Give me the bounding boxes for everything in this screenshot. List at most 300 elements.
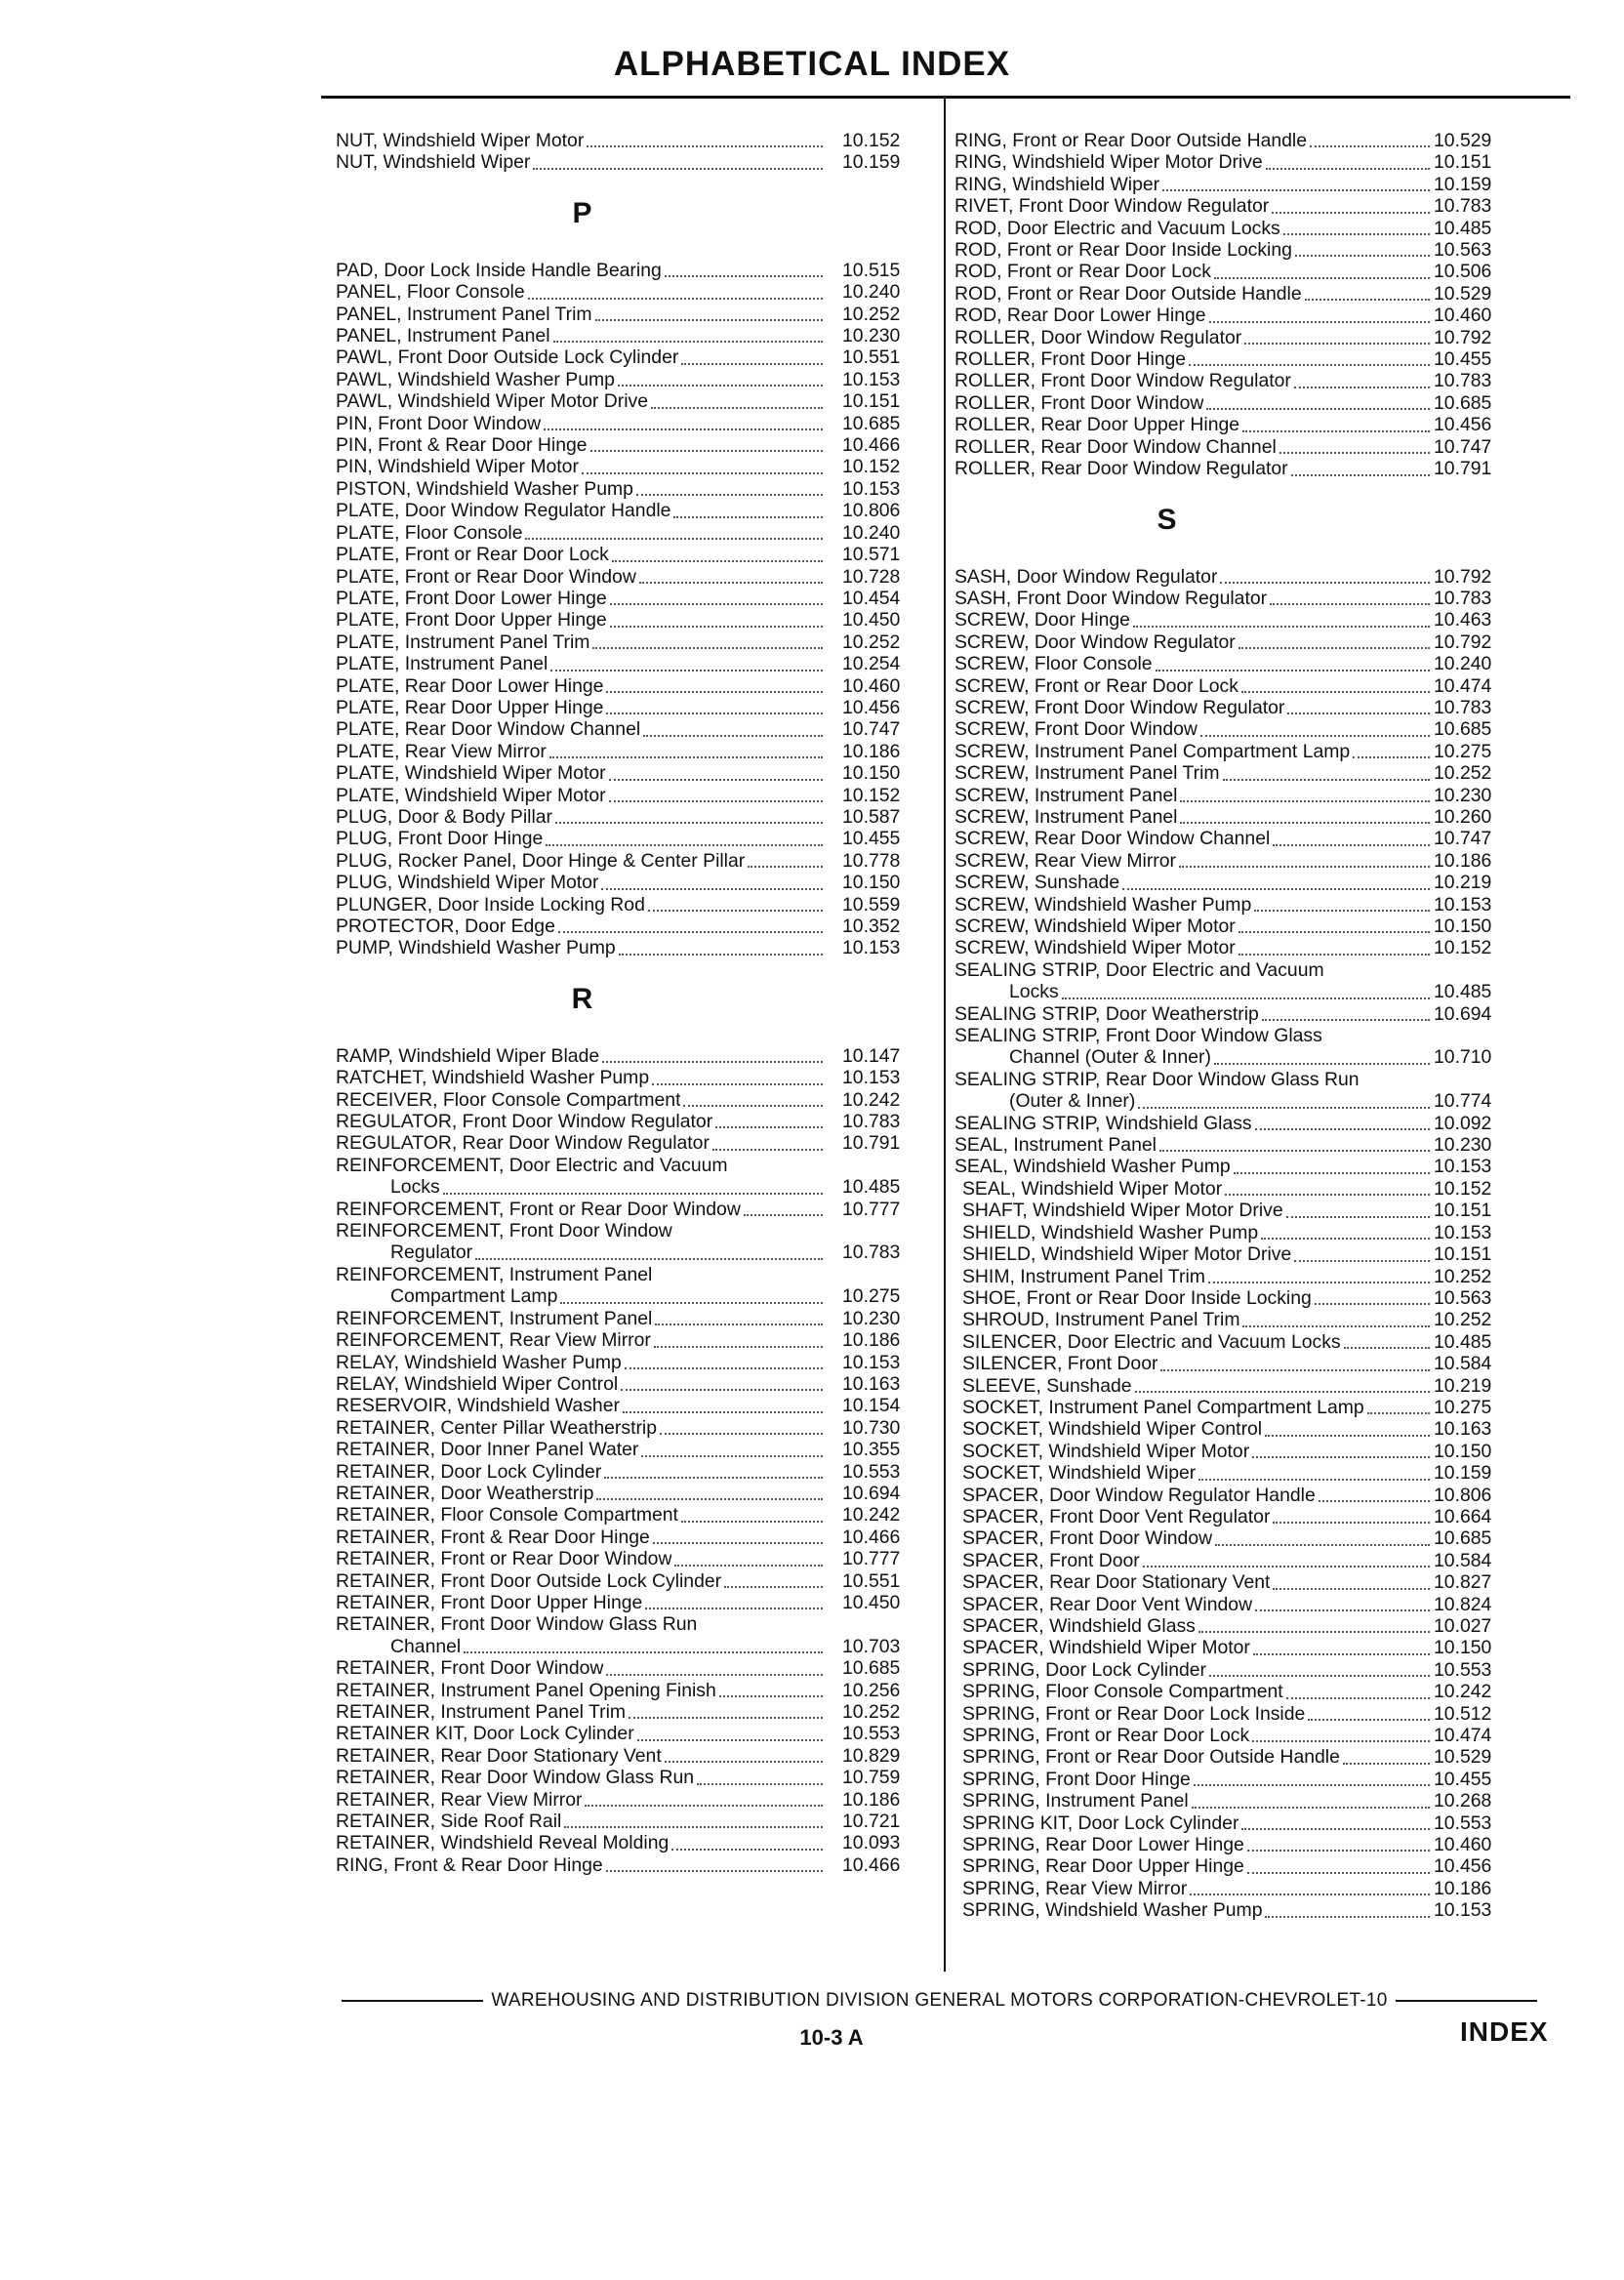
index-entry: [954, 1113, 1506, 1134]
leader-dots: [1206, 396, 1430, 410]
leader-dots: [1135, 1379, 1430, 1393]
entry-label: PLATE, Front or Rear Door Window: [336, 565, 636, 588]
leader-dots: [1214, 265, 1430, 279]
entry-label: RING, Front & Rear Door Hinge: [336, 1853, 603, 1876]
entry-label-continued: Locks: [390, 1176, 440, 1199]
entry-page-ref: 10.783: [842, 1242, 901, 1264]
entry-label: RETAINER, Front Door Outside Lock Cylinder: [336, 1569, 722, 1592]
leader-dots: [555, 810, 823, 824]
entry-label: RETAINER, Floor Console Compartment: [336, 1504, 678, 1527]
leader-dots: [651, 395, 823, 409]
leader-dots: [1286, 1686, 1430, 1699]
entry-label: PLATE, Instrument Panel: [336, 653, 548, 675]
leader-dots: [621, 1377, 823, 1391]
entry-label: ROLLER, Rear Door Window Regulator: [954, 458, 1288, 480]
index-entry: [336, 413, 926, 434]
entry-page-ref: 10.710: [1434, 1046, 1492, 1069]
entry-page-ref: 10.230: [842, 1307, 901, 1329]
leader-dots: [464, 1640, 823, 1653]
leader-dots: [637, 1728, 823, 1741]
leader-dots: [604, 1465, 823, 1479]
entry-label: RETAINER, Door Lock Cylinder: [336, 1460, 602, 1483]
index-entry: [336, 1789, 926, 1811]
index-entry: [336, 1132, 926, 1154]
entry-page-ref: 10.466: [842, 1526, 901, 1548]
index-entry: [954, 195, 1506, 217]
leader-dots: [582, 461, 823, 474]
entry-page-ref: 10.186: [842, 1329, 901, 1352]
index-entry: [954, 762, 1506, 784]
entry-label: SCREW, Door Window Regulator: [954, 631, 1236, 653]
section-mark: INDEX: [1460, 2016, 1549, 2047]
leader-dots: [654, 1334, 823, 1348]
entry-page-ref: 10.252: [842, 303, 901, 325]
entry-label-continued: Compartment Lamp: [390, 1285, 558, 1308]
index-entry: [336, 1592, 926, 1613]
entry-label: RATCHET, Windshield Washer Pump: [336, 1067, 650, 1089]
index-entry: [954, 609, 1506, 631]
entry-page-ref: 10.584: [1434, 1353, 1492, 1375]
leader-dots: [719, 1684, 823, 1697]
index-entry: [336, 1811, 926, 1832]
entry-page-ref: 10.151: [1434, 1200, 1492, 1222]
entry-label: RETAINER, Side Roof Rail: [336, 1811, 562, 1833]
entry-page-ref: 10.186: [842, 740, 901, 762]
entry-page-ref: 10.027: [1434, 1615, 1492, 1637]
index-entry: [336, 916, 926, 937]
entry-label: SPRING KIT, Door Lock Cylinder: [962, 1812, 1239, 1834]
leader-dots: [744, 1202, 823, 1216]
entry-page-ref: 10.783: [1434, 195, 1492, 218]
index-entry: [336, 434, 926, 456]
leader-dots: [1273, 833, 1430, 846]
entry-label: PANEL, Instrument Panel: [336, 325, 550, 347]
entry-page-ref: 10.721: [842, 1811, 901, 1833]
entry-label: SPACER, Rear Door Vent Window: [962, 1593, 1253, 1615]
leader-dots: [1189, 352, 1430, 366]
index-entry: [336, 1767, 926, 1788]
index-entry: [336, 478, 926, 500]
index-entry: [954, 1855, 1506, 1877]
entry-label: SEALING STRIP, Door Electric and Vacuum: [954, 958, 1324, 981]
leader-dots: [1367, 1401, 1430, 1414]
entry-label: PIN, Front & Rear Door Hinge: [336, 434, 588, 457]
index-entry: [336, 522, 926, 544]
index-entry: [336, 1570, 926, 1592]
index-entry: [336, 1504, 926, 1526]
entry-page-ref: 10.694: [1434, 1002, 1492, 1025]
leader-dots: [1255, 1598, 1430, 1611]
section-letter: P: [572, 196, 592, 229]
entry-page-ref: 10.151: [1434, 1243, 1492, 1266]
entry-page-ref: 10.186: [842, 1788, 901, 1811]
entry-page-ref: 10.685: [842, 412, 901, 434]
entry-page-ref: 10.151: [842, 390, 901, 413]
entry-label: SPRING, Floor Console Compartment: [962, 1681, 1283, 1703]
entry-label: SPACER, Door Window Regulator Handle: [962, 1484, 1316, 1506]
index-entry: [336, 1067, 926, 1088]
index-entry: [954, 828, 1506, 849]
entry-label: SPRING, Instrument Panel: [962, 1790, 1189, 1812]
entry-label: SCREW, Rear Door Window Channel: [954, 828, 1271, 850]
leader-dots: [595, 307, 823, 321]
entry-label: ROLLER, Front Door Window Regulator: [954, 370, 1291, 392]
entry-page-ref: 10.152: [842, 130, 901, 151]
leader-dots: [1162, 178, 1430, 191]
index-entry: [954, 1003, 1506, 1025]
entry-page-ref: 10.153: [842, 1351, 901, 1373]
entry-label: PAWL, Windshield Washer Pump: [336, 368, 615, 390]
entry-label: ROLLER, Rear Door Window Channel: [954, 435, 1277, 458]
index-entry: [954, 1178, 1506, 1200]
leader-dots: [558, 919, 823, 933]
leader-dots: [1305, 287, 1430, 301]
index-entry: [954, 718, 1506, 740]
entry-page-ref: 10.485: [1434, 217, 1492, 239]
leader-dots: [1265, 1904, 1430, 1918]
entry-page-ref: 10.747: [1434, 828, 1492, 850]
entry-page-ref: 10.230: [842, 325, 901, 347]
leader-dots: [674, 1553, 823, 1567]
entry-label: PLATE, Front Door Lower Hinge: [336, 587, 607, 609]
entry-page-ref: 10.152: [1434, 1177, 1492, 1200]
index-entry: [336, 151, 926, 173]
index-entry: [954, 174, 1506, 195]
entry-label: SPACER, Windshield Wiper Motor: [962, 1637, 1250, 1659]
entry-page-ref: 10.584: [1434, 1549, 1492, 1571]
entry-label: SPRING, Rear Door Upper Hinge: [962, 1855, 1244, 1878]
index-entry: [954, 414, 1506, 435]
entry-page-ref: 10.730: [842, 1416, 901, 1439]
entry-label: REINFORCEMENT, Front Door Window: [336, 1220, 672, 1242]
entry-label: SPRING, Front or Rear Door Lock: [962, 1725, 1250, 1747]
entry-label: RECEIVER, Floor Console Compartment: [336, 1088, 681, 1111]
entry-page-ref: 10.685: [842, 1657, 901, 1680]
index-entry: [954, 1418, 1506, 1440]
leader-dots: [550, 658, 823, 672]
index-entry: [954, 1462, 1506, 1484]
index-entry: [336, 718, 926, 740]
index-entry: [954, 1899, 1506, 1921]
leader-dots: [1262, 1007, 1430, 1021]
entry-label: REINFORCEMENT, Instrument Panel: [336, 1263, 653, 1285]
column-divider: [944, 98, 946, 1972]
entry-label: NUT, Windshield Wiper: [336, 151, 531, 174]
entry-label: RETAINER, Front Door Window Glass Run: [336, 1613, 698, 1636]
leader-dots: [1294, 375, 1430, 388]
index-entry: [954, 1725, 1506, 1746]
entry-page-ref: 10.783: [1434, 696, 1492, 718]
entry-label: RETAINER, Door Weatherstrip: [336, 1482, 594, 1504]
entry-page-ref: 10.275: [1434, 1396, 1492, 1418]
entry-label: SCREW, Door Hinge: [954, 609, 1130, 631]
entry-label: RETAINER, Door Inner Panel Water: [336, 1439, 639, 1461]
leader-dots: [1200, 723, 1430, 737]
entry-page-ref: 10.163: [1434, 1418, 1492, 1441]
entry-page-ref: 10.159: [1434, 173, 1492, 195]
entry-page-ref: 10.450: [842, 1591, 901, 1613]
leader-dots: [596, 1486, 823, 1500]
entry-page-ref: 10.806: [842, 500, 901, 522]
leader-dots: [528, 286, 823, 300]
leader-dots: [1214, 1051, 1430, 1065]
leader-dots: [655, 1312, 823, 1325]
index-entry: [336, 1613, 926, 1657]
index-entry: [954, 1375, 1506, 1397]
entry-label: PANEL, Instrument Panel Trim: [336, 303, 592, 325]
leader-dots: [1241, 679, 1430, 693]
index-entry: [954, 436, 1506, 458]
entry-label: PLATE, Front Door Upper Hinge: [336, 609, 607, 631]
section-letter: R: [571, 982, 593, 1015]
index-entry: [954, 1594, 1506, 1615]
footer-dash-left: [342, 2000, 483, 2002]
entry-label: PLUNGER, Door Inside Locking Rod: [336, 893, 645, 916]
leader-dots: [712, 1137, 823, 1151]
index-entry: [336, 1220, 926, 1264]
leader-dots: [697, 1771, 823, 1785]
index-entry: [954, 872, 1506, 893]
entry-page-ref: 10.153: [842, 477, 901, 500]
entry-label: RETAINER, Front Door Window: [336, 1657, 604, 1680]
entry-label: SPRING, Front or Rear Door Outside Handle: [962, 1746, 1340, 1769]
leader-dots: [643, 723, 823, 737]
leader-dots: [533, 156, 823, 170]
leader-dots: [1160, 1358, 1430, 1371]
leader-dots: [443, 1181, 823, 1195]
leader-dots: [602, 1049, 823, 1063]
entry-label: RETAINER, Center Pillar Weatherstrip: [336, 1416, 658, 1439]
entry-page-ref: 10.455: [842, 828, 901, 850]
index-entry: [336, 588, 926, 609]
entry-page-ref: 10.553: [1434, 1658, 1492, 1681]
index-entry: [336, 785, 926, 806]
entry-label: SCREW, Instrument Panel Compartment Lamp: [954, 740, 1351, 762]
entry-label: SHIM, Instrument Panel Trim: [962, 1265, 1205, 1287]
leader-dots: [1209, 309, 1430, 323]
leader-dots: [1238, 919, 1430, 933]
entry-page-ref: 10.463: [1434, 609, 1492, 631]
entry-page-ref: 10.252: [842, 1701, 901, 1723]
entry-page-ref: 10.466: [842, 434, 901, 457]
index-entry: [954, 1746, 1506, 1768]
index-entry: [954, 697, 1506, 718]
index-entry: [336, 1854, 926, 1876]
entry-page-ref: 10.759: [842, 1767, 901, 1789]
section-letter: S: [1157, 503, 1177, 536]
leader-dots: [1062, 986, 1430, 999]
entry-page-ref: 10.791: [842, 1132, 901, 1155]
entry-label: SPACER, Front Door: [962, 1549, 1140, 1571]
leader-dots: [553, 329, 823, 343]
entry-label: PLUG, Rocker Panel, Door Hinge & Center Pillar: [336, 849, 746, 872]
footer-dash-right: [1396, 2000, 1537, 2002]
index-entry: [954, 130, 1506, 151]
index-entry: [336, 346, 926, 368]
entry-label: PISTON, Windshield Washer Pump: [336, 477, 633, 500]
leader-dots: [1283, 222, 1430, 235]
entry-label: RETAINER, Front or Rear Door Window: [336, 1548, 672, 1570]
entry-page-ref: 10.460: [842, 674, 901, 697]
leader-dots: [1247, 1860, 1430, 1874]
entry-page-ref: 10.456: [842, 696, 901, 718]
entry-label: ROD, Rear Door Lower Hinge: [954, 305, 1206, 327]
index-entry: [954, 1069, 1506, 1113]
entry-label: RING, Windshield Wiper Motor Drive: [954, 151, 1263, 174]
leader-dots: [1279, 440, 1430, 454]
entry-label: ROD, Door Electric and Vacuum Locks: [954, 217, 1280, 239]
entry-page-ref: 10.783: [842, 1111, 901, 1133]
entry-label: RELAY, Windshield Wiper Control: [336, 1372, 619, 1395]
entry-page-ref: 10.456: [1434, 1855, 1492, 1878]
entry-label: SCREW, Sunshade: [954, 872, 1120, 894]
index-entry: [954, 1309, 1506, 1330]
entry-label: RELAY, Windshield Washer Pump: [336, 1351, 622, 1373]
leader-dots: [606, 701, 823, 714]
entry-page-ref: 10.092: [1434, 1112, 1492, 1134]
entry-page-ref: 10.153: [842, 937, 901, 959]
entry-page-ref: 10.150: [842, 872, 901, 894]
entry-label: REINFORCEMENT, Instrument Panel: [336, 1307, 653, 1329]
entry-page-ref: 10.252: [1434, 1265, 1492, 1287]
leader-dots: [645, 1596, 823, 1609]
entry-page-ref: 10.186: [1434, 1877, 1492, 1899]
index-entry: [336, 1373, 926, 1395]
leader-dots: [1266, 156, 1430, 170]
entry-label: SEALING STRIP, Door Weatherstrip: [954, 1002, 1259, 1025]
entry-page-ref: 10.159: [842, 151, 901, 174]
index-entry: [954, 239, 1506, 261]
leader-dots: [1291, 463, 1430, 476]
entry-page-ref: 10.829: [842, 1744, 901, 1767]
entry-page-ref: 10.230: [1434, 784, 1492, 806]
entry-label: SPRING, Rear View Mirror: [962, 1877, 1188, 1899]
entry-page-ref: 10.242: [842, 1504, 901, 1527]
leader-dots: [681, 351, 823, 365]
entry-page-ref: 10.485: [1434, 981, 1492, 1003]
entry-page-ref: 10.559: [842, 893, 901, 916]
index-entry: [954, 1637, 1506, 1658]
entry-page-ref: 10.163: [842, 1372, 901, 1395]
index-entry: [336, 1832, 926, 1853]
leader-dots: [618, 373, 823, 387]
index-entry: [954, 894, 1506, 916]
entry-page-ref: 10.268: [1434, 1790, 1492, 1812]
leader-dots: [1220, 570, 1430, 584]
index-entry: [336, 130, 926, 151]
leader-dots: [1198, 1467, 1430, 1481]
index-column-left: [336, 130, 926, 1876]
index-entry: [336, 872, 926, 893]
leader-dots: [610, 591, 823, 605]
entry-label-continued: Locks: [1009, 981, 1059, 1003]
entry-page-ref: 10.150: [1434, 1637, 1492, 1659]
index-entry: [954, 1527, 1506, 1549]
entry-label: PLUG, Door & Body Pillar: [336, 805, 552, 828]
entry-label: SPACER, Rear Door Stationary Vent: [962, 1571, 1271, 1594]
index-entry: [954, 1485, 1506, 1506]
leader-dots: [587, 134, 823, 147]
entry-label: SLEEVE, Sunshade: [962, 1374, 1132, 1397]
entry-label: ROD, Front or Rear Door Outside Handle: [954, 282, 1302, 305]
page-title: ALPHABETICAL INDEX: [613, 45, 1011, 83]
entry-label: PIN, Front Door Window: [336, 412, 542, 434]
index-entry: [336, 1723, 926, 1744]
entry-page-ref: 10.455: [1434, 1768, 1492, 1790]
entry-label: SEALING STRIP, Rear Door Window Glass Run: [954, 1068, 1360, 1090]
leader-dots: [665, 264, 823, 277]
leader-dots: [1255, 1117, 1430, 1130]
entry-label-continued: Channel (Outer & Inner): [1009, 1046, 1211, 1069]
entry-page-ref: 10.512: [1434, 1702, 1492, 1725]
entry-label: SOCKET, Windshield Wiper Motor: [962, 1440, 1250, 1462]
leader-dots: [1247, 1838, 1430, 1852]
entry-page-ref: 10.456: [1434, 414, 1492, 436]
entry-label: ROLLER, Front Door Hinge: [954, 348, 1187, 371]
index-entry: [336, 1089, 926, 1111]
index-entry: [336, 566, 926, 588]
index-entry: [336, 1395, 926, 1416]
leader-dots: [549, 745, 823, 758]
leader-dots: [1319, 1488, 1430, 1502]
entry-page-ref: 10.154: [842, 1395, 901, 1417]
entry-page-ref: 10.515: [842, 259, 901, 281]
leader-dots: [1253, 1642, 1430, 1655]
entry-label: SASH, Door Window Regulator: [954, 565, 1218, 588]
index-entry: [954, 806, 1506, 828]
index-entry: [954, 151, 1506, 173]
entry-page-ref: 10.777: [842, 1548, 901, 1570]
leader-dots: [1254, 898, 1430, 912]
leader-dots: [1143, 1554, 1430, 1568]
leader-dots: [592, 635, 823, 649]
index-entry: [336, 260, 926, 281]
leader-dots: [606, 1858, 823, 1872]
leader-dots: [1344, 1335, 1430, 1349]
entry-page-ref: 10.150: [1434, 1440, 1492, 1462]
entry-label: PLATE, Front or Rear Door Lock: [336, 544, 609, 566]
entry-label: RETAINER, Rear View Mirror: [336, 1788, 583, 1811]
leader-dots: [564, 1814, 823, 1828]
entry-page-ref: 10.252: [842, 631, 901, 653]
entry-label: SASH, Front Door Window Regulator: [954, 587, 1268, 609]
leader-dots: [1273, 1510, 1430, 1524]
entry-page-ref: 10.256: [842, 1679, 901, 1701]
entry-page-ref: 10.260: [1434, 805, 1492, 828]
entry-page-ref: 10.827: [1434, 1571, 1492, 1594]
entry-label: SHAFT, Windshield Wiper Motor Drive: [962, 1200, 1283, 1222]
entry-page-ref: 10.454: [842, 587, 901, 609]
index-entry: [954, 1571, 1506, 1593]
index-entry: [954, 1441, 1506, 1462]
leader-dots: [1252, 1729, 1430, 1742]
entry-label: SCREW, Front Door Window Regulator: [954, 696, 1285, 718]
entry-page-ref: 10.551: [842, 346, 901, 369]
entry-page-ref: 10.275: [842, 1285, 901, 1308]
entry-label: SEAL, Windshield Washer Pump: [954, 1156, 1231, 1178]
entry-page-ref: 10.150: [1434, 916, 1492, 937]
index-entry: [954, 937, 1506, 958]
entry-label: PLUG, Front Door Hinge: [336, 828, 544, 850]
entry-page-ref: 10.703: [842, 1635, 901, 1657]
entry-page-ref: 10.153: [1434, 1899, 1492, 1922]
leader-dots: [1295, 243, 1430, 257]
leader-dots: [648, 898, 823, 912]
index-entry: [954, 370, 1506, 391]
index-entry: [336, 828, 926, 849]
index-entry: [954, 458, 1506, 479]
leader-dots: [1294, 1248, 1430, 1262]
